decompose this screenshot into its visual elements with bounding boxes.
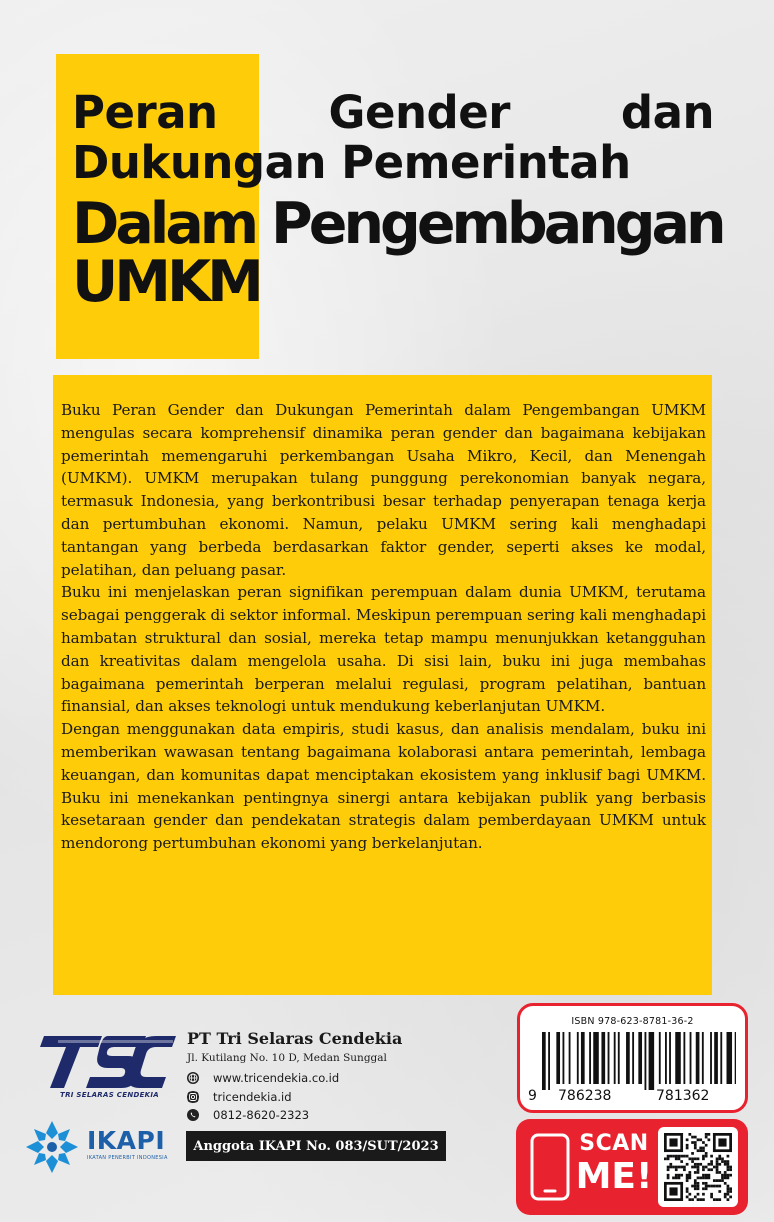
qr-module [727,1198,730,1201]
qr-module [710,1193,713,1196]
qr-module [697,1177,700,1180]
qr-module [729,1174,732,1177]
qr-module [688,1177,691,1180]
qr-module [727,1185,730,1188]
synopsis-paragraph: Dengan menggunakan data empiris, studi kasus, dan analisis mendalam, buku ini memberikan wawasan tentang bagaimana kolaborasi antara pemerintah, lembaga keuangan, dan komunitas dapat menciptakan ekosistem yang inklusif bagi UMKM. Buku ini menekankan pentingnya sinergi antara kebijakan publik yang berbasis kesetaraan gender dan pendekatan strategis dalam pemberdayaan UMKM untuk mendorong pertumbuhan ekonomi yang berkelanjutan. [61,720,706,853]
phone-icon [530,1133,570,1201]
qr-module [675,1166,678,1169]
qr-module [672,1166,675,1169]
qr-module [716,1163,719,1166]
title-line-3: Dalam Pengembangan [72,191,723,257]
qr-module [702,1168,705,1171]
qr-module [680,1182,683,1201]
qr-module [729,1133,732,1152]
qr-module [729,1168,732,1171]
barcode-bar [577,1032,579,1084]
qr-module [697,1185,700,1188]
qr-module [669,1166,672,1169]
qr-module [716,1185,719,1188]
qr-module [705,1136,708,1139]
qr-module [718,1138,726,1146]
barcode-bar [593,1032,599,1084]
qr-module [697,1193,700,1196]
qr-module [702,1174,705,1177]
qr-module [669,1155,672,1158]
qr-module [678,1157,681,1160]
qr-module [691,1152,694,1155]
qr-module [727,1174,730,1177]
qr-module [691,1136,694,1139]
qr-module [710,1196,713,1199]
barcode-bar [589,1032,591,1084]
qr-module [669,1163,672,1166]
qr-module [716,1157,719,1160]
qr-module [694,1185,697,1188]
qr-module [664,1198,683,1201]
qr-module [675,1174,678,1177]
barcode-bar [563,1032,565,1084]
qr-module [678,1177,681,1180]
qr-module [688,1157,691,1160]
qr-module [727,1168,730,1171]
barcode-bar [548,1032,550,1090]
synopsis-paragraph: Buku Peran Gender dan Dukungan Pemerintah dalam Pengembangan UMKM mengulas secara komprehensif dinamika peran gender dan bagaimana kebijakan pemerintah memengaruhi perkembangan Usaha Mikro, Kecil, dan Menengah (UMKM). UMKM merupakan tulang punggung perekonomian banyak negara, termasuk Indonesia, yang berkontribusi besar terhadap penyerapan tenaga kerja dan pertumbuhan ekonomi. Namun, pelaku UMKM sering kali menghadapi tantangan yang berbeda berdasarkan faktor gender, seperti akses ke modal, pelatihan, dan peluang pasar. [61,401,706,579]
qr-module [691,1185,694,1188]
qr-module [729,1196,732,1199]
qr-module [713,1179,716,1182]
barcode-bar [601,1032,605,1084]
qr-module [683,1155,686,1158]
qr-module [702,1177,705,1180]
barcode-bar [569,1032,571,1084]
qr-module [675,1155,678,1158]
qr-module [686,1190,689,1193]
qr-module [702,1182,705,1185]
whatsapp-icon [187,1109,199,1121]
qr-module [727,1155,730,1158]
barcode-bar [581,1032,585,1084]
qr-module [724,1193,727,1196]
barcode-bar [727,1032,733,1084]
qr-module [705,1144,708,1147]
qr-module [710,1163,713,1166]
qr-module [702,1141,705,1144]
qr-module [667,1174,670,1177]
title-line-1 [72,88,714,138]
qr-module [727,1193,730,1196]
barcode-bar [665,1032,667,1084]
barcode-bar [649,1032,655,1090]
qr-module [697,1163,700,1166]
qr-module [721,1174,724,1177]
qr-module [724,1182,727,1185]
isbn-barcode [538,1032,736,1094]
qr-module [708,1133,711,1136]
qr-module [678,1155,681,1158]
qr-module [702,1155,705,1158]
qr-module [669,1187,677,1195]
qr-module [699,1147,702,1150]
qr-module [680,1133,683,1152]
qr-module [729,1190,732,1193]
qr-module [697,1187,700,1190]
ikapi-wordmark: IKAPI [87,1126,166,1155]
qr-module [727,1160,730,1163]
barcode-bar [675,1032,681,1084]
qr-module [721,1157,724,1160]
qr-module [716,1171,719,1174]
qr-module [716,1166,719,1169]
qr-module [705,1133,708,1136]
qr-module [718,1155,721,1158]
contact-website [187,1071,339,1085]
qr-module [708,1168,711,1171]
qr-module [710,1160,713,1163]
barcode-bar [626,1032,630,1084]
qr-module [694,1179,697,1182]
qr-module [697,1182,700,1185]
qr-module [680,1166,683,1169]
publisher-address: Jl. Kutilang No. 10 D, Medan Sunggal [187,1052,387,1064]
scan-me-box[interactable] [516,1119,748,1215]
qr-module [667,1166,670,1169]
title-line-2: Dukungan Pemerintah [72,136,631,189]
qr-module [664,1157,667,1160]
qr-module [713,1133,716,1152]
qr-module [680,1174,683,1177]
qr-module [686,1144,689,1147]
qr-module [708,1185,711,1188]
qr-module [683,1168,686,1171]
contact-instagram [187,1090,292,1104]
qr-module [702,1149,705,1152]
whatsapp-number[interactable]: 0812-8620-2323 [213,1108,310,1122]
qr-module [697,1168,700,1171]
qr-module [710,1155,713,1158]
instagram-link[interactable]: tricendekia.id [213,1090,292,1104]
qr-module [697,1198,700,1201]
isbn-label: ISBN 978-623-8781-36-2 [571,1016,694,1027]
qr-module [680,1155,683,1158]
qr-module [675,1157,678,1160]
contact-whatsapp [187,1108,309,1122]
qr-code[interactable] [658,1127,738,1207]
qr-module [727,1163,730,1166]
isbn-digit-group-1: 786238 [558,1088,612,1104]
qr-module [724,1177,727,1180]
qr-module [697,1171,700,1174]
qr-module [688,1174,691,1177]
qr-module [686,1187,689,1190]
qr-module [713,1166,716,1169]
qr-module [686,1138,689,1141]
qr-module [697,1166,700,1169]
qr-module [667,1168,670,1171]
qr-module [667,1157,670,1160]
qr-module [697,1149,700,1152]
barcode-bar [714,1032,718,1084]
qr-module [721,1177,724,1180]
qr-module [716,1168,719,1171]
qr-module [686,1177,689,1180]
qr-module [718,1157,721,1160]
qr-module [678,1174,681,1177]
qr-module [705,1185,708,1188]
barcode-bar [683,1032,685,1084]
publisher-name: PT Tri Selaras Cendekia [187,1029,403,1048]
qr-module [691,1198,694,1201]
qr-module [694,1187,697,1190]
ikapi-member-badge: Anggota IKAPI No. 083/SUT/2023 [186,1131,446,1161]
tsc-logo-caption: TRI SELARAS CENDEKIA [60,1091,160,1099]
qr-module [718,1179,721,1182]
qr-module [664,1133,667,1152]
qr-module [691,1141,694,1144]
qr-module [686,1174,689,1177]
qr-module [664,1182,683,1185]
isbn-digit-first: 9 [528,1088,537,1104]
qr-module [686,1163,689,1166]
qr-module [683,1166,686,1169]
qr-module [686,1147,689,1150]
qr-module [702,1166,705,1169]
barcode-bar [638,1032,642,1084]
qr-module [708,1177,711,1180]
barcode-bar [614,1032,616,1084]
qr-module [678,1166,681,1169]
qr-module [702,1193,705,1196]
synopsis-box [53,375,712,995]
me-text: ME! [575,1156,653,1197]
qr-module [705,1155,708,1158]
qr-module [667,1155,670,1158]
qr-module [708,1174,711,1177]
qr-module [708,1163,711,1166]
qr-module [664,1182,667,1201]
qr-module [716,1198,719,1201]
barcode-bar [645,1032,647,1090]
title-word: dan [620,86,714,139]
qr-module [694,1136,697,1139]
title-word: Peran [72,86,218,139]
qr-module [708,1138,711,1141]
barcode-bar [669,1032,671,1084]
isbn-digit-group-2: 781362 [656,1088,710,1104]
qr-module [716,1179,719,1182]
barcode-bar [556,1032,560,1084]
qr-module [729,1166,732,1169]
qr-module [699,1149,702,1152]
barcode-bar [632,1032,634,1084]
qr-module [688,1198,691,1201]
qr-module [727,1166,730,1169]
ikapi-subtitle: IKATAN PENERBIT INDONESIA [87,1155,168,1161]
qr-module [669,1138,677,1146]
qr-module [672,1155,675,1158]
qr-module [702,1198,705,1201]
qr-module [718,1163,721,1166]
qr-code-icon [664,1133,732,1201]
qr-module [694,1166,697,1169]
qr-module [721,1179,724,1182]
qr-module [688,1171,691,1174]
scan-text: SCAN [579,1131,649,1156]
qr-module [718,1198,721,1201]
qr-module [672,1177,675,1180]
qr-module [713,1133,732,1136]
website-link[interactable]: www.tricendekia.co.id [213,1071,340,1085]
qr-module [694,1171,697,1174]
qr-module [686,1179,689,1182]
qr-module [727,1190,730,1193]
qr-module [675,1177,678,1180]
title-line-4: UMKM [72,249,260,315]
qr-module [686,1196,689,1199]
qr-module [718,1185,721,1188]
qr-module [664,1133,683,1136]
qr-module [702,1187,705,1190]
qr-module [688,1193,691,1196]
qr-module [724,1196,727,1199]
qr-module [710,1185,713,1188]
qr-module [718,1190,721,1193]
qr-module [667,1177,670,1180]
qr-module [705,1177,708,1180]
qr-module [694,1141,697,1144]
barcode-bar [608,1032,610,1084]
qr-module [694,1196,697,1199]
qr-module [697,1138,700,1141]
barcode-bar [702,1032,704,1084]
qr-module [702,1147,705,1150]
isbn-box [517,1003,748,1113]
qr-module [694,1163,697,1166]
qr-module [688,1133,691,1136]
qr-module [724,1160,727,1163]
qr-module [694,1144,697,1147]
qr-module [724,1163,727,1166]
qr-module [705,1182,708,1185]
qr-module [727,1187,730,1190]
qr-module [686,1155,689,1158]
qr-module [699,1138,702,1141]
qr-module [713,1149,732,1152]
globe-icon [187,1072,199,1084]
qr-module [716,1160,719,1163]
qr-module [705,1152,708,1155]
barcode-bar [696,1032,700,1084]
qr-module [724,1174,727,1177]
barcode-bar [659,1032,661,1084]
barcode-bar [720,1032,722,1084]
qr-module [699,1163,702,1166]
qr-module [699,1198,702,1201]
barcode-bar [710,1032,712,1084]
scan-me-label [574,1133,654,1195]
synopsis-paragraph: Buku ini menjelaskan peran signifikan perempuan dalam dunia UMKM, terutama sebagai penggerak di sektor informal. Meskipun perempuan sering kali menghadapi hambatan struktural dan sosial, mereka tetap mampu menunjukkan ketangguhan dan kreativitas dalam mengelola usaha. Di sisi lain, buku ini juga membahas bagaimana pemerintah berperan melalui regulasi, program pelatihan, bantuan finansial, dan akses teknologi untuk mendukung keberlanjutan UMKM. [61,583,706,716]
qr-module [691,1160,694,1163]
qr-module [713,1198,716,1201]
qr-module [705,1174,708,1177]
qr-module [664,1149,683,1152]
qr-module [713,1185,716,1188]
barcode-bar [618,1032,620,1084]
qr-module [724,1171,727,1174]
qr-module [694,1147,697,1150]
qr-module [691,1166,694,1169]
qr-module [675,1168,678,1171]
instagram-icon [187,1091,199,1103]
qr-module [694,1157,697,1160]
qr-module [727,1177,730,1180]
qr-module [718,1171,721,1174]
qr-module [721,1160,724,1163]
qr-module [705,1166,708,1169]
qr-module [699,1177,702,1180]
barcode-bar [735,1032,736,1084]
qr-module [697,1157,700,1160]
qr-module [710,1168,713,1171]
title-word: Gender [328,86,510,139]
barcode-bar [542,1032,546,1090]
qr-module [705,1187,708,1190]
book-title [72,86,723,315]
qr-module [702,1157,705,1160]
barcode-bar [690,1032,692,1084]
qr-module [729,1187,732,1190]
qr-module [694,1182,697,1185]
qr-module [691,1157,694,1160]
qr-module [680,1160,683,1163]
